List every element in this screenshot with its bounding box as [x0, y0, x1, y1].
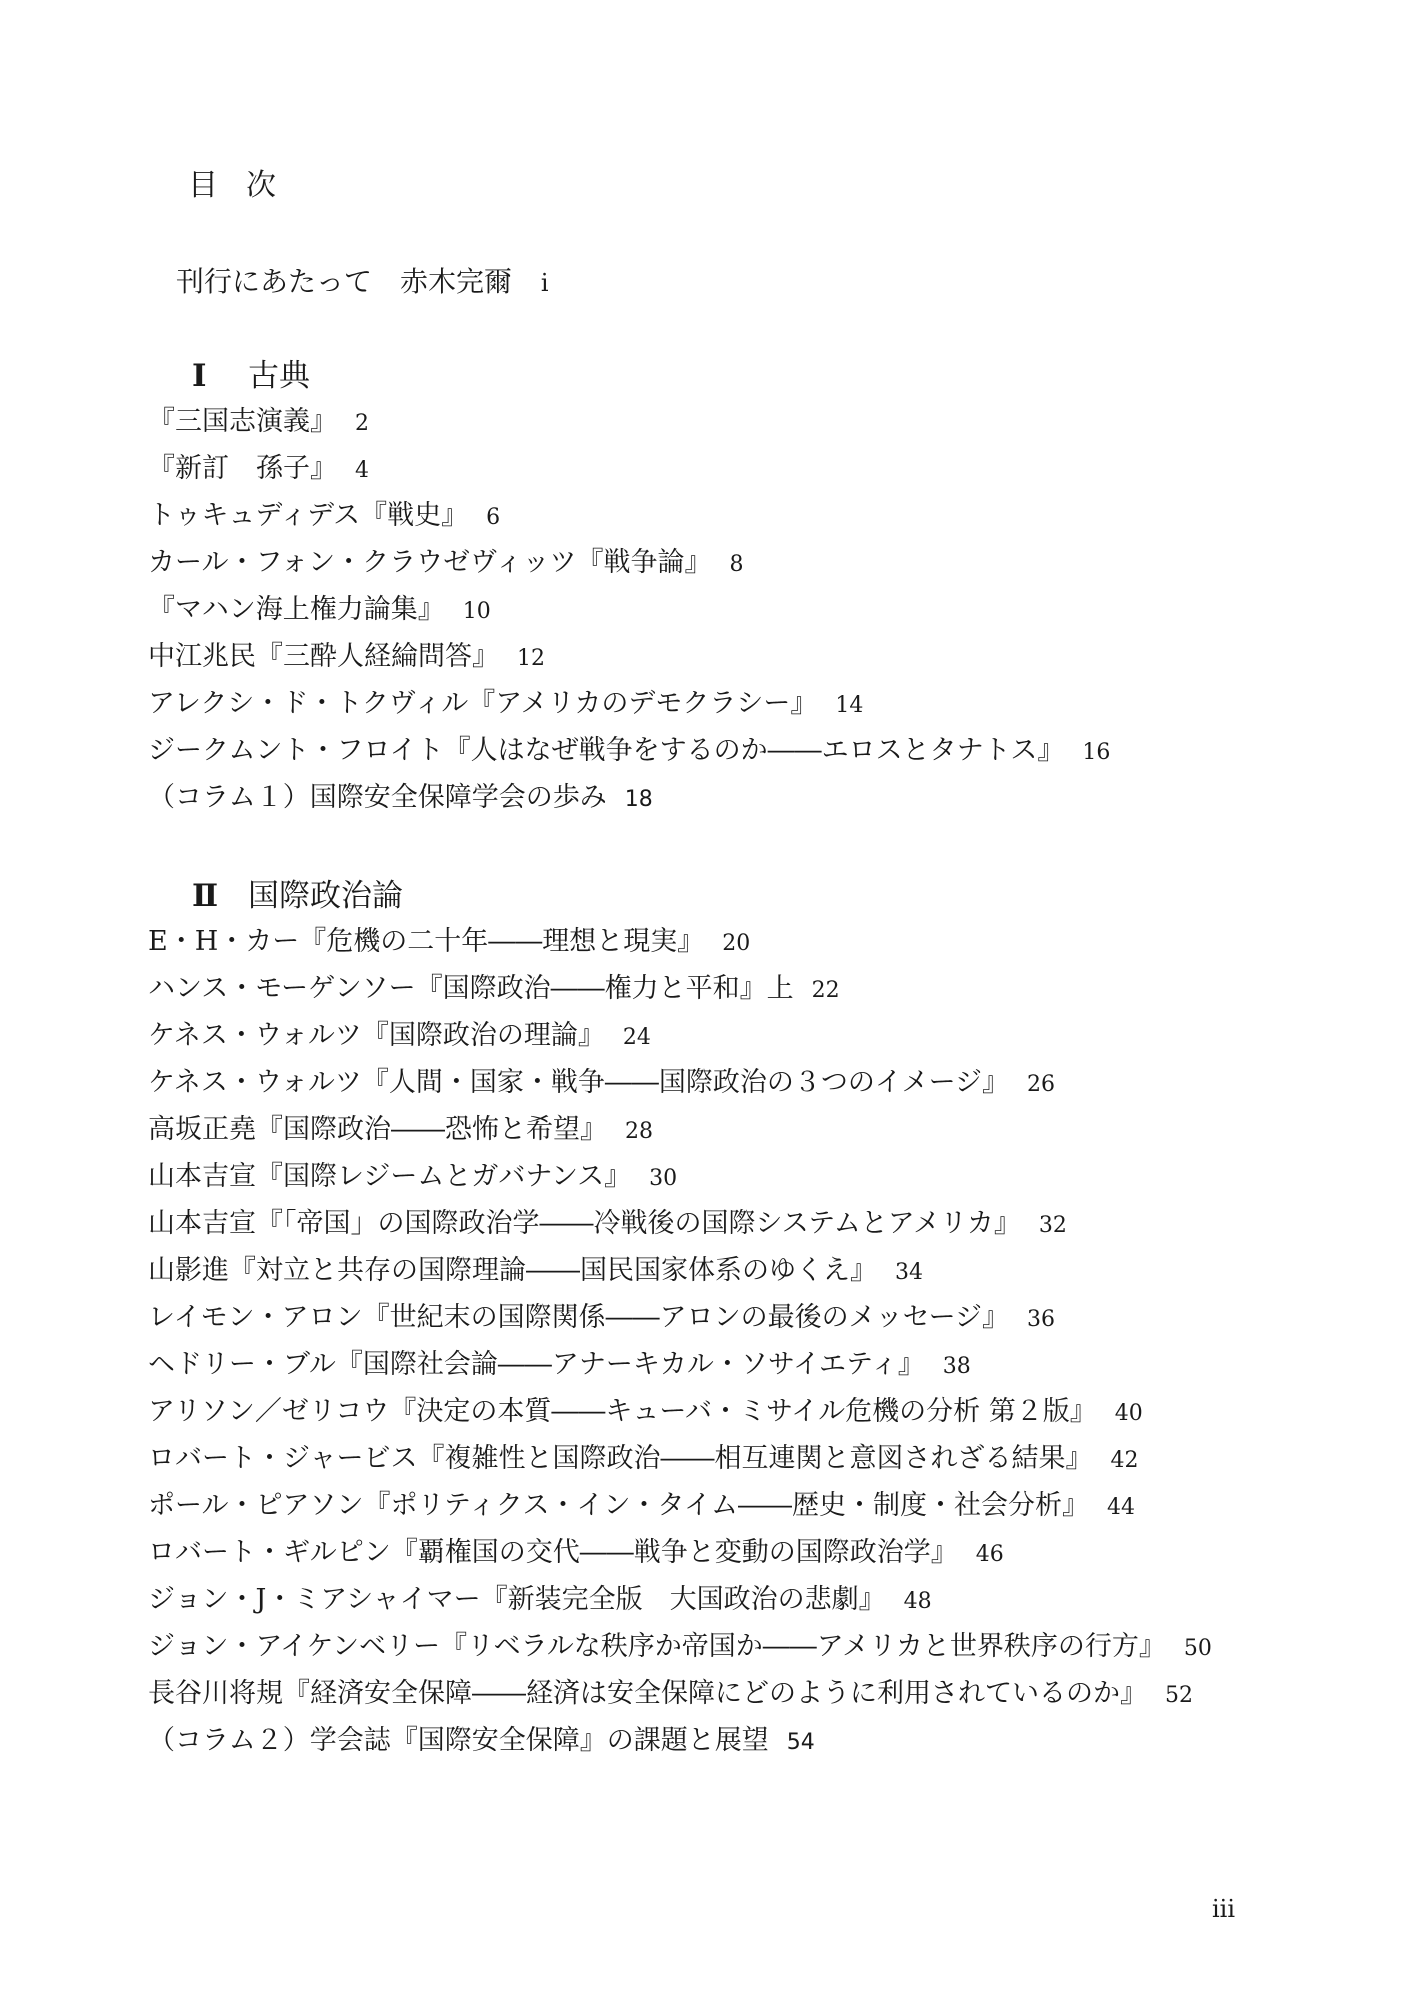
entry-title: ケネス・ウォルツ『国際政治の理論』: [148, 1020, 605, 1051]
toc-entry: [148, 586, 1110, 633]
entry-title: 山本吉宣『国際レジームとガバナンス』: [148, 1161, 632, 1192]
entry-title: 山影進『対立と共存の国際理論――国民国家体系のゆくえ』: [148, 1255, 877, 1286]
entry-title: カール・フォン・クラウゼヴィッツ『戦争論』: [148, 547, 712, 578]
entry-page-number: 8: [729, 552, 744, 577]
entry-page-number: 44: [1106, 1495, 1135, 1520]
preface-entry: [176, 262, 549, 303]
entry-page-number: 40: [1114, 1401, 1143, 1426]
entry-page-number: 30: [649, 1166, 678, 1191]
entry-page-number: 48: [903, 1589, 932, 1614]
entry-page-number: 28: [625, 1119, 653, 1144]
toc-entry: [148, 1247, 1212, 1294]
entry-title: 『新訂 孫子』: [148, 453, 337, 484]
entry-title: 長谷川将規『経済安全保障――経済は安全保障にどのように利用されているのか』: [148, 1678, 1147, 1709]
toc-entry: [148, 1012, 1212, 1059]
entry-title: （コラム２）学会誌『国際安全保障』の課題と展望: [148, 1725, 769, 1756]
toc-entry: [148, 1670, 1212, 1717]
entry-page-number: 34: [895, 1260, 923, 1285]
preface-text: 刊行にあたって 赤木完爾: [176, 265, 513, 298]
entry-title: ロバート・ジャービス『複雑性と国際政治――相互連関と意図されざる結果』: [148, 1443, 1093, 1474]
toc-entry: [148, 398, 1110, 445]
entry-title: レイモン・アロン『世紀末の国際関係――アロンの最後のメッセージ』: [148, 1302, 1010, 1333]
entry-page-number: 4: [355, 458, 369, 483]
entry-title: アリソン／ゼリコウ『決定の本質――キューバ・ミサイル危機の分析 第２版』: [148, 1396, 1097, 1427]
entry-title: ジョン・アイケンベリー『リベラルな秩序か帝国か――アメリカと世界秩序の行方』: [148, 1631, 1166, 1662]
entry-title: ロバート・ギルピン『覇権国の交代――戦争と変動の国際政治学』: [148, 1537, 958, 1568]
entry-page-number: 10: [462, 599, 491, 624]
toc-entry: [148, 539, 1110, 586]
toc-entry: [148, 492, 1110, 539]
toc-entry: [148, 1435, 1212, 1482]
toc-entry: [148, 680, 1110, 727]
entry-title: 高坂正堯『国際政治――恐怖と希望』: [148, 1114, 607, 1145]
toc-entries: [148, 398, 1110, 821]
entry-page-number: 38: [942, 1354, 971, 1379]
toc-entry: [148, 965, 1212, 1012]
toc-entry: [148, 1294, 1212, 1341]
section-heading: [148, 874, 1212, 918]
toc-entry: [148, 1200, 1212, 1247]
entry-page-number: 22: [811, 978, 840, 1003]
entry-title: ハンス・モーゲンソー『国際政治――権力と平和』上: [148, 973, 794, 1004]
entry-page-number: 26: [1027, 1072, 1056, 1097]
section-number: Ⅰ: [192, 358, 207, 394]
toc-entry: [148, 1341, 1212, 1388]
entry-page-number: 6: [486, 505, 501, 530]
entry-title: 『マハン海上権力論集』: [148, 594, 445, 625]
toc-entry: [148, 1059, 1212, 1106]
toc-column-entry: [148, 1717, 1212, 1764]
toc-entry: [148, 1482, 1212, 1529]
entry-page-number: 54: [786, 1730, 815, 1755]
toc-entry: [148, 727, 1110, 774]
section-classics: [148, 354, 1110, 821]
toc-entry: [148, 1388, 1212, 1435]
entry-page-number: 20: [722, 931, 751, 956]
preface-page-number: i: [540, 269, 549, 297]
entry-page-number: 52: [1165, 1683, 1193, 1708]
entry-title: E・H・カー『危機の二十年――理想と現実』: [148, 926, 705, 957]
toc-entry: [148, 633, 1110, 680]
entry-title: ケネス・ウォルツ『人間・国家・戦争――国際政治の３つのイメージ』: [148, 1067, 1010, 1098]
entry-page-number: 12: [517, 646, 545, 671]
entry-title: 『三国志演義』: [148, 406, 337, 437]
toc-entry: [148, 1576, 1212, 1623]
entry-page-number: 18: [624, 787, 653, 812]
entry-title: トゥキュディデス『戦史』: [148, 500, 469, 531]
entry-page-number: 16: [1082, 740, 1111, 765]
toc-entry: [148, 1106, 1212, 1153]
section-international-politics: [148, 874, 1212, 1764]
entry-title: 山本吉宣『「帝国」の国際政治学――冷戦後の国際システムとアメリカ』: [148, 1208, 1021, 1239]
page-title: 目次: [188, 168, 304, 203]
entry-page-number: 14: [835, 693, 864, 718]
entry-title: ポール・ピアソン『ポリティクス・イン・タイム――歴史・制度・社会分析』: [148, 1490, 1089, 1521]
entry-page-number: 24: [622, 1025, 651, 1050]
toc-entry: [148, 1529, 1212, 1576]
section-title: 国際政治論: [248, 878, 403, 914]
entry-title: ジークムント・フロイト『人はなぜ戦争をするのか――エロスとタナトス』: [148, 735, 1065, 766]
section-number: Ⅱ: [192, 878, 219, 914]
entry-page-number: 42: [1110, 1448, 1139, 1473]
section-heading: [148, 354, 1110, 398]
entry-title: （コラム１）国際安全保障学会の歩み: [148, 782, 607, 813]
entry-page-number: 50: [1183, 1636, 1212, 1661]
entry-title: ヘドリー・ブル『国際社会論――アナーキカル・ソサイエティ』: [148, 1349, 925, 1380]
entry-title: 中江兆民『三酔人経綸問答』: [148, 641, 499, 672]
toc-entry: [148, 1153, 1212, 1200]
entry-page-number: 46: [975, 1542, 1004, 1567]
section-title: 古典: [248, 358, 310, 394]
entry-title: ジョン・J・ミアシャイマー『新装完全版 大国政治の悲劇』: [148, 1584, 886, 1615]
toc-column-entry: [148, 774, 1110, 821]
toc-entries: [148, 918, 1212, 1764]
entry-page-number: 32: [1038, 1213, 1067, 1238]
page-folio: iii: [1212, 1895, 1236, 1923]
toc-entry: [148, 445, 1110, 492]
toc-entry: [148, 1623, 1212, 1670]
entry-title: アレクシ・ド・トクヴィル『アメリカのデモクラシー』: [148, 688, 818, 719]
entry-page-number: 36: [1027, 1307, 1056, 1332]
entry-page-number: 2: [355, 411, 369, 436]
toc-entry: [148, 918, 1212, 965]
